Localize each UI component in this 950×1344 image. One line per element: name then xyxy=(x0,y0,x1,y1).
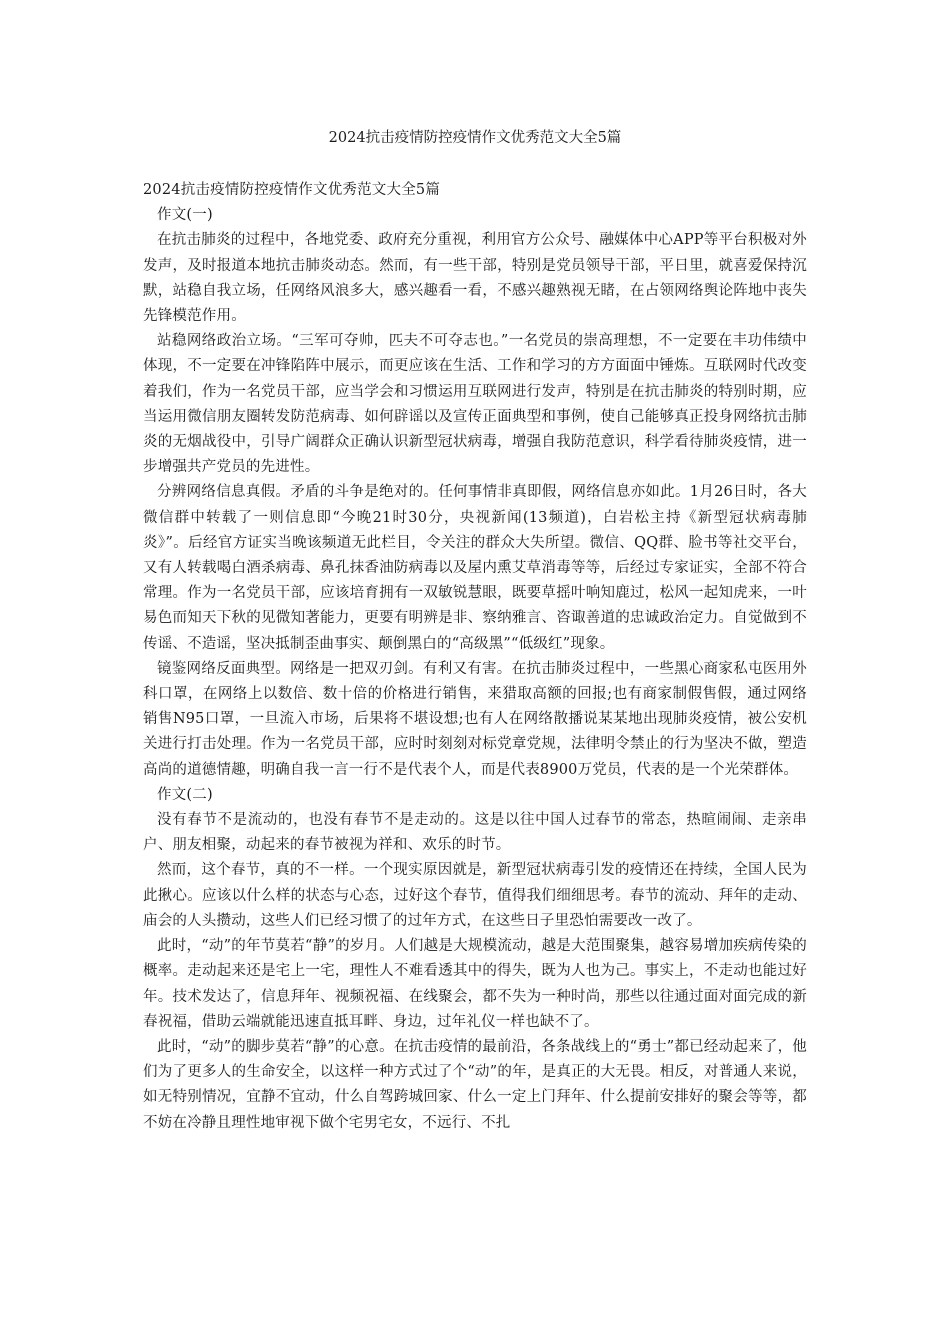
document-subtitle: 2024抗击疫情防控疫情作文优秀范文大全5篇 xyxy=(143,182,441,198)
paragraph: 然而，这个春节，真的不一样。一个现实原因就是，新型冠状病毒引发的疫情还在持续，全国人民为此揪心。应该以什么样的状态与心态，过好这个春节，值得我们细细思考。春节的流动、拜年的走动、庙会的人头攒动，这些人们已经习惯了的过年方式，在这些日子里恐怕需要改一改了。 xyxy=(143,862,807,929)
section-heading-2: 作文(二) xyxy=(157,786,213,803)
document-body xyxy=(143,178,807,1136)
paragraph: 分辨网络信息真假。矛盾的斗争是绝对的。任何事情非真即假，网络信息亦如此。1月26日时，各大微信群中转载了一则信息即“今晚21时30分，央视新闻(13频道)，白岩松主持《新型冠状病毒肺炎》”。后经官方证实当晚该频道无此栏目，令关注的群众大失所望。微信、QQ群、脸书等社交平台，又有人转载喝白酒杀病毒、鼻孔抹香油防病毒以及屋内熏艾草消毒等等，后经过专家证实，全部不符合常理。作为一名党员干部，应该培育拥有一双敏锐慧眼，既要草摇叶响知鹿过，松风一起知虎来，一叶易色而知天下秋的见微知著能力，更要有明辨是非、察纳雅言、咨诹善道的忠诚政治定力。自觉做到不传谣、不造谣，坚决抵制歪曲事实、颠倒黑白的“高级黑”“低级红”现象。 xyxy=(143,484,807,652)
paragraph: 没有春节不是流动的，也没有春节不是走动的。这是以往中国人过春节的常态，热暄闹闹、走亲串户、朋友相聚，动起来的春节被视为祥和、欢乐的时节。 xyxy=(143,812,807,854)
document-title: 2024抗击疫情防控疫情作文优秀范文大全5篇 xyxy=(328,130,622,146)
section-heading-1: 作文(一) xyxy=(157,207,213,224)
paragraph: 站稳网络政治立场。“三军可夺帅，匹夫不可夺志也。”一名党员的崇高理想，不一定要在丰功伟绩中体现，不一定要在冲锋陷阵中展示，而更应该在生活、工作和学习的方方面面中锤炼。互联网时代改变着我们，作为一名党员干部，应当学会和习惯运用互联网进行发声，特别是在抗击肺炎的特别时期，应当运用微信朋友圈转发防范病毒、如何辟谣以及宣传正面典型和事例，使自己能够真正投身网络抗击肺炎的无烟战役中，引导广阔群众正确认识新型冠状病毒，增强自我防范意识，科学看待肺炎疫情，进一步增强共产党员的先进性。 xyxy=(143,333,807,476)
paragraph: 此时，“动”的年节莫若“静”的岁月。人们越是大规模流动，越是大范围聚集，越容易增加疾病传染的概率。走动起来还是宅上一宅，理性人不难看透其中的得失，既为人也为己。事实上，不走动也能过好年。技术发达了，信息拜年、视频祝福、在线聚会，都不失为一种时尚，那些以往通过面对面完成的新春祝福，借助云端就能迅速直抵耳畔、身边，过年礼仪一样也缺不了。 xyxy=(143,938,807,1030)
paragraph: 此时，“动”的脚步莫若“静”的心意。在抗击疫情的最前沿，各条战线上的“勇士”都已经动起来了，他们为了更多人的生命安全，以这样一种方式过了个“动”的年，是真正的大无畏。相反，对普通人来说，如无特别情况，宜静不宜动，什么自驾跨城回家、什么一定上门拜年、什么提前安排好的聚会等等，都不妨在冷静且理性地审视下做个宅男宅女，不远行、不扎 xyxy=(143,1038,807,1131)
paragraph: 在抗击肺炎的过程中，各地党委、政府充分重视，利用官方公众号、融媒体中心APP等平台积极对外发声，及时报道本地抗击肺炎动态。然而，有一些干部，特别是党员领导干部，平日里，就喜爱保持沉默，站稳自我立场，任网络风浪多大，感兴趣看一看，不感兴趣熟视无睹，在占领网络舆论阵地中丧失先锋模范作用。 xyxy=(143,232,807,325)
paragraph: 镜鉴网络反面典型。网络是一把双刃剑。有利又有害。在抗击肺炎过程中，一些黑心商家私屯医用外科口罩，在网络上以数倍、数十倍的价格进行销售，来猎取高额的回报;也有商家制假售假，通过网络销售N95口罩，一旦流入市场，后果将不堪设想;也有人在网络散播说某某地出现肺炎疫情，被公安机关进行打击处理。作为一名党员干部，应时时刻刻对标党章党规，法律明令禁止的行为坚决不做，塑造高尚的道德情趣，明确自我一言一行不是代表个人，而是代表8900万党员，代表的是一个光荣群体。 xyxy=(143,660,807,778)
